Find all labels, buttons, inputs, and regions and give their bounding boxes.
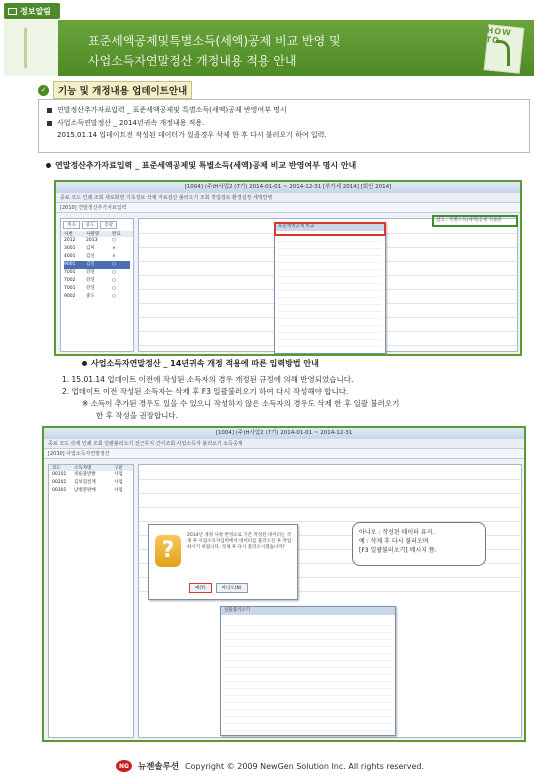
- screenshot-year-end-settlement: [54, 180, 522, 356]
- step-note-1: ※ 소득이 추가된 경우도 있을 수 있으니 작성하지 않은 소득자의 경우도 삭제 한 후 일괄 불러오기: [82, 399, 400, 408]
- shot1-list-header: 사번 사원명 완료: [61, 231, 133, 237]
- info-item-2-note: 2015.01.14 업데이트전 작성된 데이터가 있을경우 삭제 한 후 다시 불러오기 하여 입력.: [57, 131, 327, 139]
- shot2-batch-import-dialog: [220, 606, 396, 736]
- table-row[interactable]: 9001 김길 ○: [64, 261, 130, 269]
- table-row[interactable]: 2012 2013 ○: [64, 238, 116, 243]
- table-row[interactable]: 00301 남방문판매 사업: [52, 488, 123, 493]
- instruction-list: [62, 374, 399, 422]
- envelope-icon: [8, 8, 17, 15]
- newgen-logo-icon: NG: [116, 760, 132, 772]
- step-note-2: 한 후 작성을 권장합니다.: [96, 411, 178, 420]
- shot1-comparison-dialog: [274, 222, 386, 354]
- table-row[interactable]: 9002 중도 ○: [64, 294, 116, 299]
- shot1-red-highlight: [274, 222, 386, 236]
- callout-line-1: 아니오 : 작성된 데이터 유지.: [359, 529, 435, 536]
- shot2-income-list: [48, 464, 134, 738]
- tab-total[interactable]: 총괄: [100, 221, 117, 229]
- howto-illustration-icon: [482, 22, 526, 74]
- table-row[interactable]: 7001 강연 ○: [64, 270, 116, 275]
- answer-callout: [352, 522, 486, 566]
- info-tag: [4, 3, 60, 19]
- step-1: 1. 15.01.14 업데이트 이전에 작성된 소득자의 경우 개정된 규정에 의해 반영되었습니다.: [62, 375, 354, 384]
- shot1-window-title: [1004] (주)H사업2 (7기) 2014-01-01 ~ 2014-12-31 [부가세 2014] [회인 2014]: [56, 182, 520, 193]
- heading-2-text: 사업소득자연말정산 _ 14년귀속 개정 적용에 따른 입력방법 안내: [91, 359, 319, 368]
- footer: [0, 752, 540, 780]
- table-row[interactable]: 7002 강연 ○: [64, 278, 116, 283]
- heading-1: [46, 160, 356, 171]
- info-tag-label: 정보알림: [20, 6, 51, 16]
- info-item-1-text: 연말정산추가자료입력 _ 표준세액공제및 특별소득(세액)공제 반영여부 명시: [57, 106, 287, 114]
- shot2-menu-path: [2030] 사업소득자연말정산: [44, 449, 524, 459]
- callout-line-3: [F3 일괄불러오기] 메시지 뜸.: [359, 547, 437, 554]
- shot1-toolbar: 종료 코드 인쇄 조회 새로화면 기초정보 삭제 자료검산 불러오기 조회 작업검토 환경설정 세액반영: [56, 193, 520, 203]
- footer-brand: 뉴젠솔루션: [137, 762, 180, 772]
- table-row[interactable]: 7001 강연 ○: [64, 286, 116, 291]
- shot1-dialog-title: 표준세액공제 비교: [275, 223, 385, 231]
- howto-word: HOW TO: [485, 25, 513, 46]
- shot2-list-header: 코드 소득자명 구분: [49, 465, 133, 471]
- table-row[interactable]: 00101 정륜불반발 사업: [52, 472, 123, 477]
- info-item-1: [47, 104, 521, 117]
- shot1-highlight-label: 참고 : 특별소득(세액)공제 적용분: [436, 218, 502, 223]
- tab-midyear[interactable]: 중도: [82, 221, 99, 229]
- info-item-2: [47, 117, 521, 130]
- section-title: [38, 82, 192, 98]
- shot2-list-rows: [49, 471, 133, 495]
- info-item-2-text: 사업소득연말정산 _ 2014년귀속 개정내용 적용.: [57, 118, 205, 127]
- heading-1-text: 연말정산추가자료입력 _ 표준세액공제및 특별소득(세액)공제 비교 반영여부 명시 안내: [55, 161, 357, 170]
- screenshot-business-income: [42, 426, 526, 742]
- bullet-icon: [47, 121, 52, 126]
- yes-button[interactable]: 예(Y): [189, 583, 212, 593]
- shot1-employee-list: [60, 218, 134, 352]
- section-title-label: 기능 및 개정내용 업데이트안내: [53, 81, 192, 99]
- table-row[interactable]: 00201 김보험설계 사업: [52, 480, 123, 485]
- shot1-list-rows: [61, 237, 133, 301]
- header-banner: [58, 20, 534, 76]
- bullet-icon: [82, 361, 87, 366]
- shot2-popup-title: 일괄불러오기: [221, 607, 395, 615]
- no-button[interactable]: 아니오(N): [216, 583, 248, 593]
- shot2-toolbar: 종료 코드 삭제 인쇄 조회 일괄불러오기 전근무지 간이조회 사업소득자 불러오기 소득공제: [44, 439, 524, 449]
- shot2-window-title: [1004] (주)H사업2 (7기) 2014-01-01 ~ 2014-12-31: [44, 428, 524, 439]
- shot1-menu-path: [2010] 연말정산추가자료입력: [56, 203, 520, 213]
- banner-title-line2: 사업소득자연말정산 개정내용 적용 안내: [88, 54, 297, 68]
- banner-left-strip: [4, 20, 58, 76]
- step-2: 2. 업데이트 이전 작성된 소득자는 삭제 후 F3 일괄불러오기 하여 다시 작성해야 합니다.: [62, 387, 349, 396]
- shot2-confirm-dialog: [148, 524, 298, 600]
- table-row[interactable]: 3001 김미 ×: [64, 246, 116, 251]
- callout-line-2: 예 : 삭제 후 다시 불러오며: [359, 538, 429, 545]
- footer-copyright: Copyright © 2009 NewGen Solution Inc. All rights reserved.: [185, 761, 425, 771]
- check-circle-icon: ✓: [38, 85, 49, 96]
- bullet-icon: [47, 108, 52, 113]
- question-icon: ?: [155, 535, 181, 567]
- table-row[interactable]: 4001 김선 ×: [64, 254, 116, 259]
- update-info-box: [38, 99, 530, 153]
- banner-title-line1: 표준세액공제및특별소득(세액)공제 비교 반영 및: [88, 34, 341, 48]
- shot1-highlight-box: [432, 215, 518, 227]
- bullet-icon: [46, 163, 51, 168]
- tab-continuing[interactable]: 계속: [63, 221, 80, 229]
- shot2-dialog-text: 2014년 개정 사항 반영으로 기존 작성된 데이터는 삭제 후 사업소득자입력에서 데이터를 불러오신 후 작업하시기 바랍니다. 삭제 후 다시 불러오시겠습니까?: [187, 533, 292, 550]
- heading-2: [82, 358, 319, 369]
